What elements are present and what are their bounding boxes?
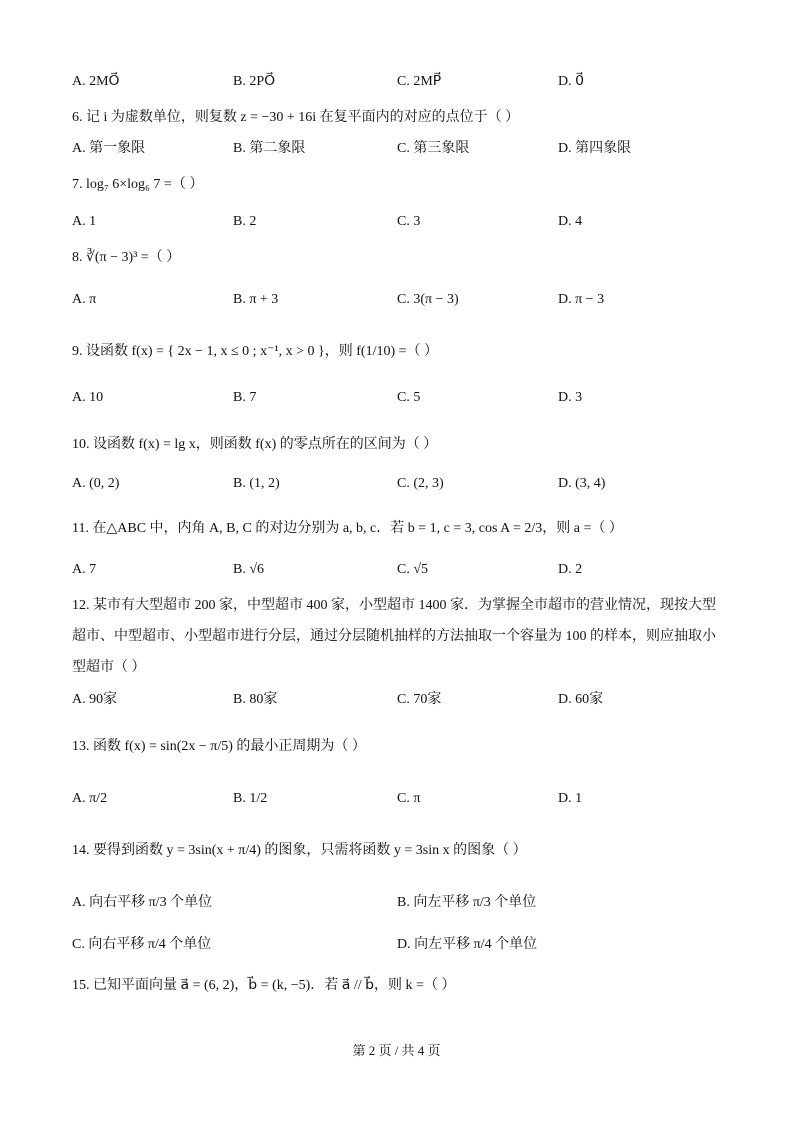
page-footer: 第 2 页 / 共 4 页 — [352, 1043, 441, 1058]
answer-option: B. 80家 — [233, 692, 278, 707]
answer-option: A. 第一象限 — [72, 141, 146, 156]
answer-option: A. π — [72, 292, 97, 307]
question-stem: 6. 记 i 为虚数单位，则复数 z = −30 + 16i 在复平面内的对应的点位于（ ） — [72, 110, 520, 125]
answer-option: C. 70家 — [397, 692, 442, 707]
answer-option: C. 5 — [397, 390, 421, 405]
answer-option: D. 4 — [558, 214, 583, 229]
answer-option: D. 1 — [558, 791, 583, 806]
answer-option: C. 第三象限 — [397, 141, 470, 156]
answer-option: D. 向左平移 π/4 个单位 — [397, 937, 538, 952]
answer-option: A. (0, 2) — [72, 476, 120, 491]
question-stem: 14. 要得到函数 y = 3sin(x + π/4) 的图象，只需将函数 y = 3sin x 的图象（ ） — [72, 843, 527, 858]
question-stem: 10. 设函数 f(x) = lg x，则函数 f(x) 的零点所在的区间为（ ） — [72, 437, 438, 452]
answer-option: A. 90家 — [72, 692, 118, 707]
answer-option: B. 2PO⃗ — [233, 74, 276, 89]
answer-option: C. 2MP⃗ — [397, 74, 442, 89]
answer-option: C. √5 — [397, 562, 429, 577]
answer-option: A. 1 — [72, 214, 97, 229]
answer-option: D. 2 — [558, 562, 583, 577]
answer-option: A. 7 — [72, 562, 97, 577]
answer-option: D. 第四象限 — [558, 141, 632, 156]
answer-option: C. 向右平移 π/4 个单位 — [72, 937, 212, 952]
answer-option: C. 3(π − 3) — [397, 292, 459, 307]
answer-option: C. 3 — [397, 214, 421, 229]
answer-option: B. (1, 2) — [233, 476, 280, 491]
answer-option: C. (2, 3) — [397, 476, 444, 491]
question-stem: 13. 函数 f(x) = sin(2x − π/5) 的最小正周期为（ ） — [72, 739, 366, 754]
answer-option: B. 向左平移 π/3 个单位 — [397, 895, 537, 910]
question-stem: 11. 在△ABC 中，内角 A, B, C 的对边分别为 a, b, c．若 b = 1, c = 3, cos A = 2/3，则 a =（ ） — [72, 521, 623, 536]
answer-option: B. 第二象限 — [233, 141, 306, 156]
answer-option: A. π/2 — [72, 791, 108, 806]
answer-option: D. π − 3 — [558, 292, 605, 307]
answer-option: D. 60家 — [558, 692, 604, 707]
answer-option: A. 向右平移 π/3 个单位 — [72, 895, 213, 910]
answer-option: A. 10 — [72, 390, 104, 405]
question-stem: 超市、中型超市、小型超市进行分层，通过分层随机抽样的方法抽取一个容量为 100 的样本，则应抽取小 — [72, 629, 716, 644]
answer-option: D. 3 — [558, 390, 583, 405]
answer-option: B. √6 — [233, 562, 265, 577]
answer-option: A. 2MO⃗ — [72, 74, 120, 89]
question-stem: 7. log₇ 6×log₆ 7 =（ ） — [72, 177, 204, 192]
answer-option: B. 1/2 — [233, 791, 268, 806]
answer-option: B. 7 — [233, 390, 257, 405]
answer-option: B. 2 — [233, 214, 257, 229]
answer-option: C. π — [397, 791, 421, 806]
answer-option: B. π + 3 — [233, 292, 279, 307]
question-stem: 12. 某市有大型超市 200 家，中型超市 400 家，小型超市 1400 家．为掌握全市超市的营业情况，现按大型 — [72, 598, 716, 613]
answer-option: D. 0⃗ — [558, 74, 585, 89]
answer-option: D. (3, 4) — [558, 476, 606, 491]
question-stem: 9. 设函数 f(x) = { 2x − 1, x ≤ 0 ; x⁻¹, x > 0 }，则 f(1/10) =（ ） — [72, 344, 439, 359]
question-stem: 型超市（ ） — [72, 660, 146, 675]
question-stem: 8. ∛(π − 3)³ =（ ） — [72, 250, 181, 265]
question-stem: 15. 已知平面向量 a⃗ = (6, 2)，b⃗ = (k, −5)．若 a⃗ // b⃗，则 k =（ ） — [72, 978, 456, 993]
